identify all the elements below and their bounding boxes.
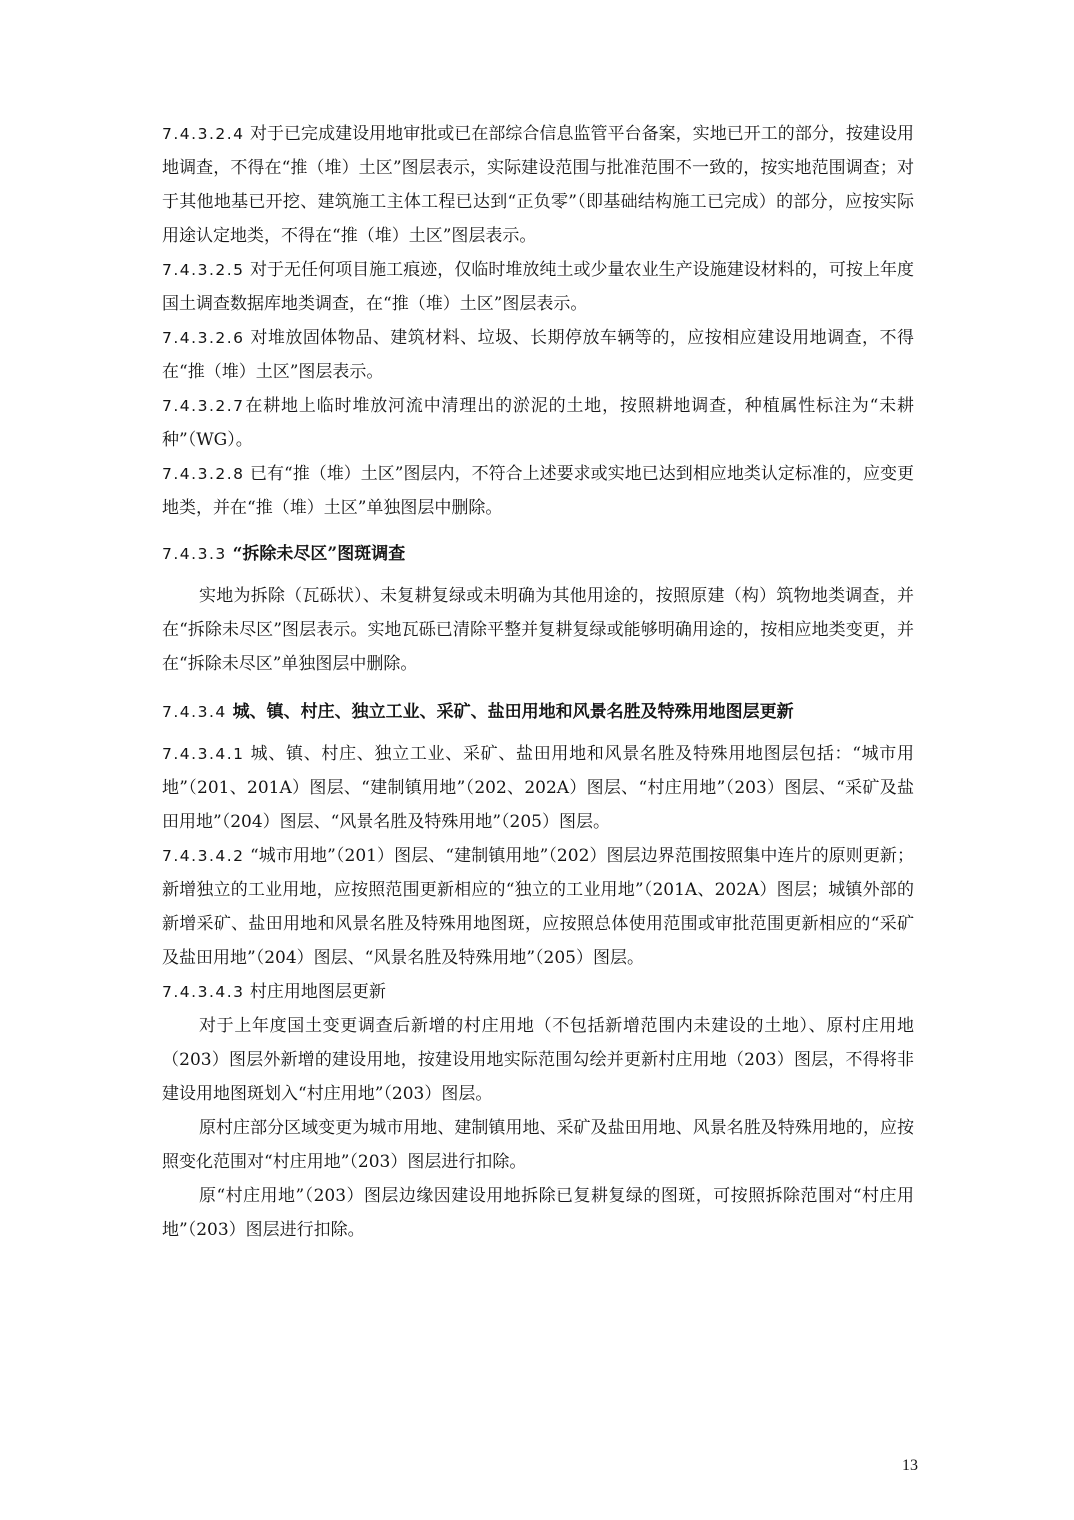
clause-text: 对堆放固体物品、建筑材料、垃圾、长期停放车辆等的，应按相应建设用地调查，不得在“推（堆）土区”图层表示。	[162, 328, 914, 382]
clause-number: 7.4.3.4.2	[162, 847, 245, 865]
section-title: 城、镇、村庄、独立工业、采矿、盐田用地和风景名胜及特殊用地图层更新	[226, 702, 794, 722]
clause-7-4-3-2-4	[162, 117, 914, 253]
body-paragraph-demolition: 实地为拆除（瓦砾状）、未复耕复绿或未明确为其他用途的，按照原建（构）筑物地类调查，并在“拆除未尽区”图层表示。实地瓦砾已清除平整并复耕复绿或能够明确用途的，按相应地类变更，并在“拆除未尽区”单独图层中删除。	[162, 586, 914, 674]
section-title: “拆除未尽区”图斑调查	[226, 544, 406, 564]
page-number: 13	[902, 1457, 918, 1474]
clause-number: 7.4.3.4.3	[162, 983, 245, 1001]
body-paragraph-village-new: 对于上年度国土变更调查后新增的村庄用地（不包括新增范围内未建设的土地）、原村庄用地（203）图层外新增的建设用地，按建设用地实际范围勾绘并更新村庄用地（203）图层，不得将非建设用地图斑划入“村庄用地”（203）图层。	[162, 1016, 914, 1104]
section-number: 7.4.3.4	[162, 703, 227, 721]
document-body	[162, 117, 914, 1247]
clause-number: 7.4.3.4.1	[162, 745, 245, 763]
body-paragraph-village-change: 原村庄部分区域变更为城市用地、建制镇用地、采矿及盐田用地、风景名胜及特殊用地的，应按照变化范围对“村庄用地”（203）图层进行扣除。	[162, 1118, 914, 1172]
clause-text: 对于无任何项目施工痕迹，仅临时堆放纯土或少量农业生产设施建设材料的，可按上年度国土调查数据库地类调查，在“推（堆）土区”图层表示。	[162, 260, 914, 314]
clause-7-4-3-2-6	[162, 321, 914, 389]
clause-number: 7.4.3.2.8	[162, 465, 245, 483]
section-heading-7-4-3-3	[162, 537, 914, 571]
clause-text: 对于已完成建设用地审批或已在部综合信息监管平台备案，实地已开工的部分，按建设用地调查，不得在“推（堆）土区”图层表示，实际建设范围与批准范围不一致的，按实地范围调查；对于其他地基已开挖、建筑施工主体工程已达到“正负零”（即基础结构施工已完成）的部分，应按实际用途认定地类，不得在“推（堆）土区”图层表示。	[162, 124, 914, 246]
clause-text: 已有“推（堆）土区”图层内，不符合上述要求或实地已达到相应地类认定标准的，应变更地类，并在“推（堆）土区”单独图层中删除。	[162, 464, 914, 518]
clause-7-4-3-4-2	[162, 839, 914, 975]
clause-number: 7.4.3.2.5	[162, 261, 245, 279]
body-paragraph-village-edge: 原“村庄用地”（203）图层边缘因建设用地拆除已复耕复绿的图斑，可按照拆除范围对“村庄用地”（203）图层进行扣除。	[162, 1186, 914, 1240]
clause-7-4-3-2-7	[162, 389, 914, 457]
clause-text: 村庄用地图层更新	[244, 982, 386, 1002]
clause-7-4-3-4-1	[162, 737, 914, 839]
clause-number: 7.4.3.2.6	[162, 329, 245, 347]
clause-text: “城市用地”（201）图层、“建制镇用地”（202）图层边界范围按照集中连片的原则更新；新增独立的工业用地，应按照范围更新相应的“独立的工业用地”（201A、202A）图层；城镇外部的新增采矿、盐田用地和风景名胜及特殊用地图斑，应按照总体使用范围或审批范围更新相应的“采矿及盐田用地”（204）图层、“风景名胜及特殊用地”（205）图层。	[162, 846, 914, 968]
clause-7-4-3-4-3	[162, 975, 914, 1009]
clause-7-4-3-2-5	[162, 253, 914, 321]
clause-number: 7.4.3.2.7	[162, 397, 245, 415]
clause-7-4-3-2-8	[162, 457, 914, 525]
section-heading-7-4-3-4	[162, 695, 914, 729]
clause-text: 城、镇、村庄、独立工业、采矿、盐田用地和风景名胜及特殊用地图层包括：“城市用地”（201、201A）图层、“建制镇用地”（202、202A）图层、“村庄用地”（203）图层、“采矿及盐田用地”（204）图层、“风景名胜及特殊用地”（205）图层。	[162, 744, 914, 832]
clause-text: 在耕地上临时堆放河流中清理出的淤泥的土地，按照耕地调查，种植属性标注为“未耕种”（WG）。	[162, 396, 914, 450]
clause-number: 7.4.3.2.4	[162, 125, 245, 143]
section-number: 7.4.3.3	[162, 545, 227, 563]
